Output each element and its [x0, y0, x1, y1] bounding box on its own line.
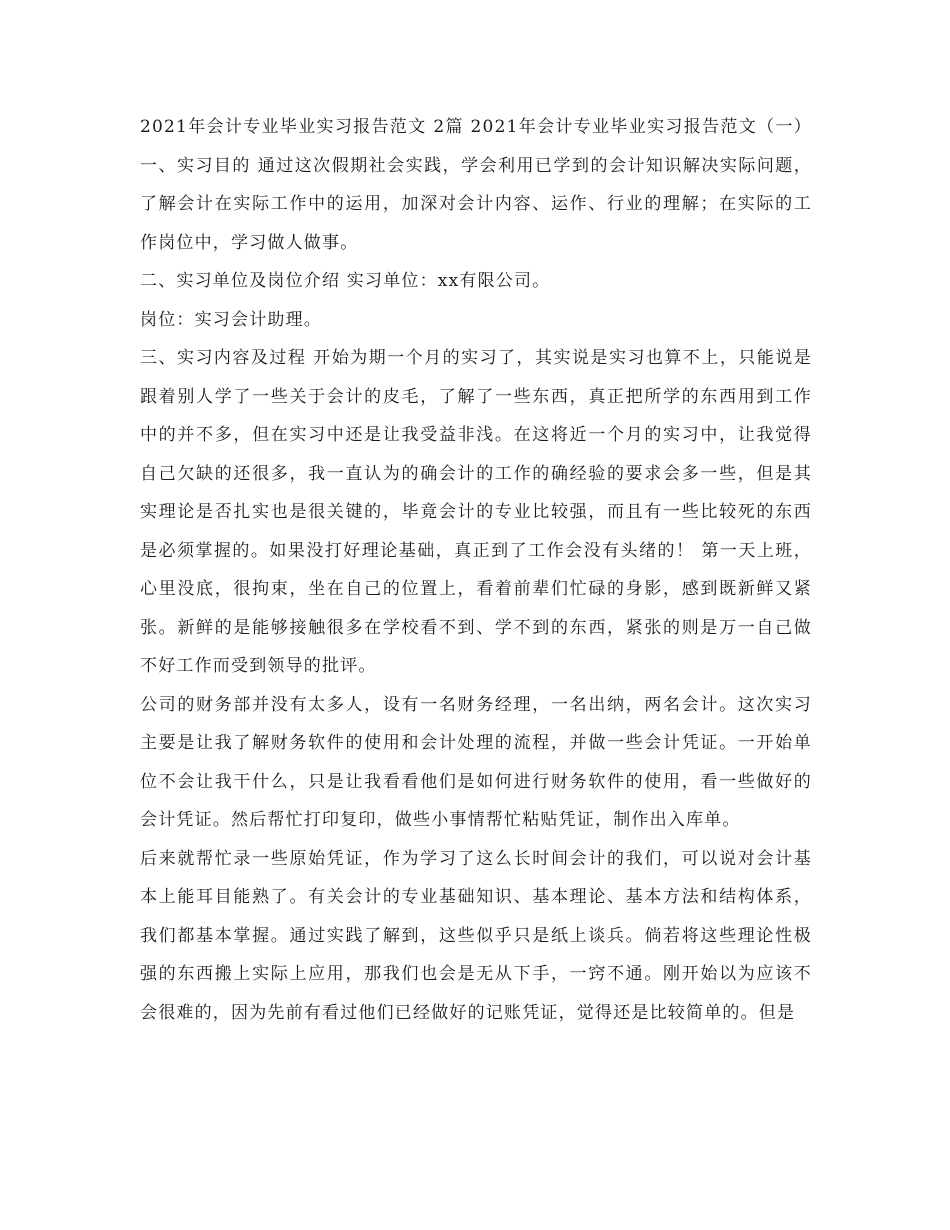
paragraph-finance-dept: 公司的财务部并没有太多人，设有一名财务经理，一名出纳，两名会计。这次实习主要是让我了解财务软件的使用和会计处理的流程，并做一些会计凭证。一开始单位不会让我干什么，只是让我看看他们是如何进行财务软件的使用，看一些做好的会计凭证。然后帮忙打印复印，做些小事情帮忙粘贴凭证，制作出入库单。 — [140, 694, 812, 830]
paragraph-position: 岗位：实习会计助理。 — [140, 309, 322, 330]
document-body — [140, 108, 812, 1032]
paragraph-unit: 二、实习单位及岗位介绍 实习单位：xx有限公司。 — [140, 271, 551, 291]
paragraph-vouchers: 后来就帮忙录一些原始凭证，作为学习了这么长时间会计的我们，可以说对会计基本上能耳目能熟了。有关会计的专业基础知识、基本理论、基本方法和结构体系，我们都基本掌握。通过实践了解到，这些似乎只是纸上谈兵。倘若将这些理论性极强的东西搬上实际上应用，那我们也会是无从下手，一窍不通。刚开始以为应该不会很难的，因为先前有看过他们已经做好的记账凭证，觉得还是比较简单的。但是 — [140, 848, 812, 1023]
paragraph-content-process: 三、实习内容及过程 开始为期一个月的实习了，其实说是实习也算不上，只能说是跟着别人学了一些关于会计的皮毛，了解了一些东西，真正把所学的东西用到工作中的并不多，但在实习中还是让我受益非浅。在这将近一个月的实习中，让我觉得自己欠缺的还很多，我一直认为的确会计的工作的确经验的要求会多一些，但是其实理论是否扎实也是很关键的，毕竟会计的专业比较强，而且有一些比较死的东西是必须掌握的。如果没打好理论基础，真正到了工作会没有头绪的！ 第一天上班，心里没底，很拘束，坐在自己的位置上，看着前辈们忙碌的身影，感到既新鲜又紧张。新鲜的是能够接触很多在学校看不到、学不到的东西，紧张的则是万一自己做不好工作而受到领导的批评。 — [140, 348, 812, 676]
paragraph-intro: 2021年会计专业毕业实习报告范文 2篇 2021年会计专业毕业实习报告范文（一） 一、实习目的 通过这次假期社会实践，学会利用已学到的会计知识解决实际问题，了解会计在实际工作中的运用，加深对会计内容、运作、行业的理解；在实际的工作岗位中，学习做人做事。 — [140, 117, 812, 253]
